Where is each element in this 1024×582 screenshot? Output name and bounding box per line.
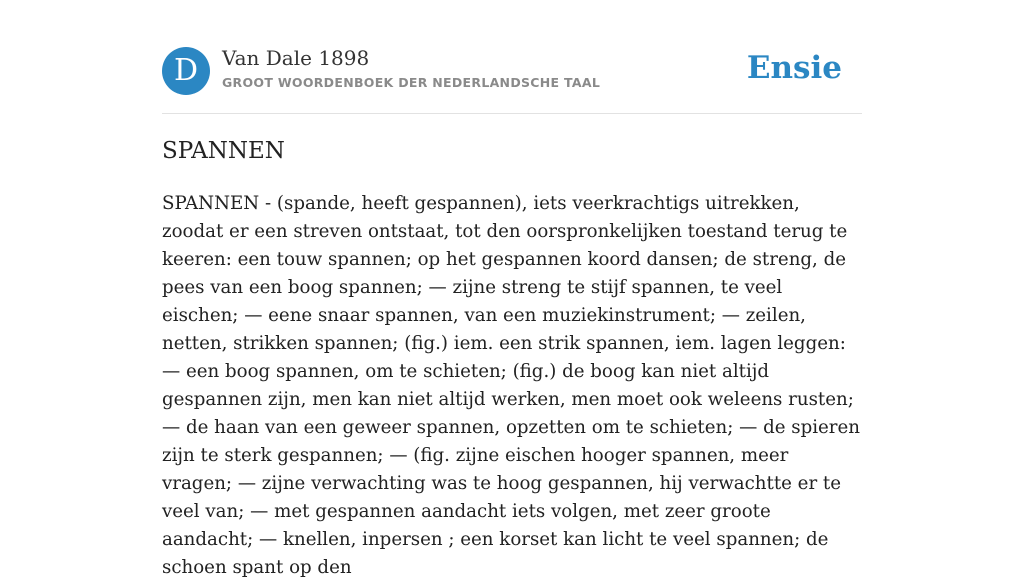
- ensie-logo[interactable]: Ensie: [746, 50, 842, 86]
- entry-definition: SPANNEN - (spande, heeft gespannen), iets veerkrachtigs uitrekken, zoodat er een streven ontstaat, tot den oorspronkelijken toestand terug te keeren: een touw spannen; op het gespannen koord dansen; de streng, de pees van een boog spannen; — zijne streng te stijf spannen, te veel eischen; — eene snaar spannen, van een muziekinstrument; — zeilen, netten, strikken spannen; (fig.) iem. een strik spannen, iem. lagen leggen: — een boog spannen, om te schieten; (fig.) de boog kan niet altijd gespannen zijn, men kan niet altijd werken, men moet ook weleens rusten; — de haan van een geweer spannen, opzetten om te schieten; — de spieren zijn te sterk gespannen; — (fig. zijne eischen hooger spannen, meer vragen; — zijne verwachting was te hoog gespannen, hij verwachtte er te veel van; — met gespannen aandacht iets volgen, met zeer groote aandacht; — knellen, inpersen ; een korset kan licht te veel spannen; de schoen spant op den: [162, 193, 860, 578]
- header: [162, 46, 862, 96]
- dictionary-logo[interactable]: D: [162, 47, 210, 95]
- entry-headword: SPANNEN: [162, 138, 285, 164]
- header-divider: [162, 113, 862, 114]
- dictionary-subtitle: GROOT WOORDENBOEK DER NEDERLANDSCHE TAAL: [222, 75, 601, 90]
- dictionary-title[interactable]: Van Dale 1898: [222, 46, 370, 70]
